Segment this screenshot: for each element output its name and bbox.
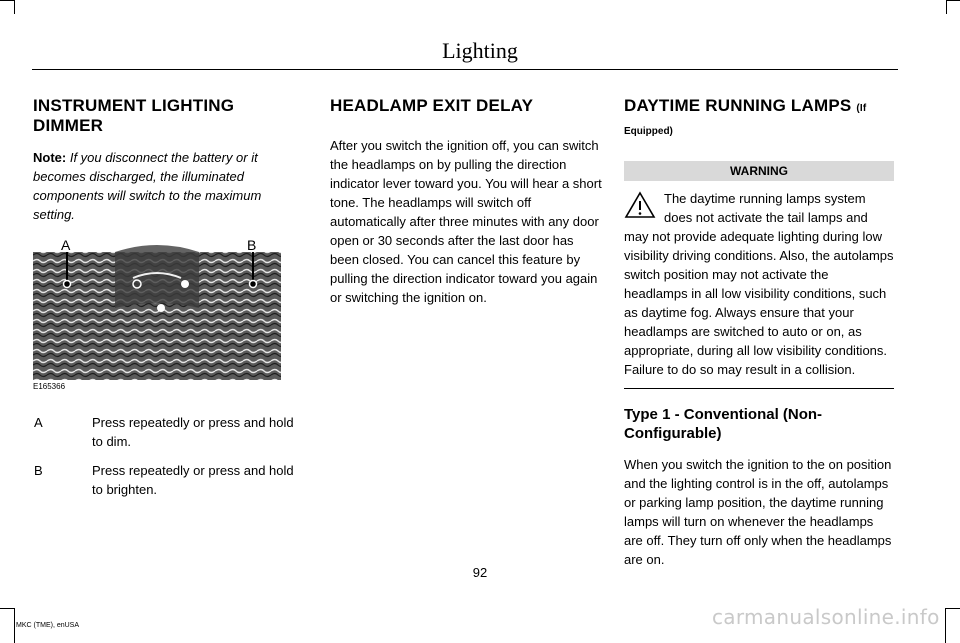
warning-body [624, 189, 894, 379]
callout-a: A [61, 238, 71, 253]
crop-mark [0, 0, 14, 1]
callout-dot-a [64, 281, 71, 288]
dimmer-illustration [33, 238, 281, 380]
body-paragraph: When you switch the ignition to the on position and the lighting control is in the off, autolamps or parking lamp position, the daytime running lamps will turn on whenever the headlamps are off. They turn off only when the headlamps are on. [624, 457, 892, 567]
watermark: carmanualsonline.info [712, 605, 940, 629]
subheading: Type 1 - Conventional (Non-Configurable) [624, 406, 823, 442]
warning-triangle-icon [624, 191, 656, 219]
warning-text: The daytime running lamps system does not activate the tail lamps and may not provide adequate lighting during low visibility driving conditions. Also, the autolamps switch position may not activate the headlamps in all low visibility conditions, such as daytime fog. Always ensure that your headlamps are switched to auto or on, as appropriate, during all low visibility conditions. Failure to do so may result in a collision. [624, 191, 894, 377]
crop-mark [945, 608, 946, 643]
legend-row-b [33, 461, 303, 499]
legend-text: Press repeatedly or press and hold to brighten. [92, 463, 294, 497]
crop-mark [946, 0, 960, 1]
warning-title: WARNING [624, 161, 894, 181]
equipped-tag: Equipped) [624, 126, 673, 137]
crop-mark [945, 608, 960, 609]
page-header-title: Lighting [442, 38, 518, 63]
legend-row-a [33, 413, 303, 451]
column-instrument-dimmer [33, 96, 303, 499]
column-daytime-running-lamps [624, 96, 894, 569]
separator [624, 388, 894, 389]
note-text: If you disconnect the battery or it becomes discharged, the illuminated components will switch to the maximum setting. [33, 150, 262, 222]
brightness-icon [157, 304, 165, 312]
legend-key: A [34, 415, 43, 430]
header-rule [32, 69, 898, 70]
body-paragraph: After you switch the ignition off, you can switch the headlamps on by pulling the direction indicator lever toward you. You will hear a short tone. The headlamps will switch off automatically after three minutes with any door open or 30 seconds after the last door has been closed. You can cancel this feature by pulling the direction indicator toward you again or switching the ignition on. [330, 138, 602, 305]
crop-mark [946, 0, 947, 14]
section-heading [624, 96, 894, 116]
crop-mark [14, 0, 15, 14]
note-paragraph [33, 148, 303, 224]
section-heading: INSTRUMENT LIGHTING DIMMER [33, 96, 235, 135]
heading-tag: (If [856, 103, 867, 114]
column-headlamp-exit-delay [330, 96, 602, 307]
sun-icon [181, 280, 189, 288]
legend-text: Press repeatedly or press and hold to dim. [92, 415, 294, 449]
dimmer-figure [33, 238, 281, 380]
figure-id: E165366 [33, 382, 66, 391]
crop-mark [14, 608, 15, 643]
page-number: 92 [472, 565, 488, 580]
callout-b: B [247, 238, 257, 253]
section-heading-text: DAYTIME RUNNING LAMPS [624, 96, 852, 115]
note-label: Note: [33, 150, 67, 165]
crop-mark [0, 608, 14, 609]
callout-dot-b [250, 281, 257, 288]
legend-key: B [34, 463, 43, 478]
section-heading: HEADLAMP EXIT DELAY [330, 96, 534, 115]
footer-text: MKC (TME), enUSA [16, 622, 80, 629]
